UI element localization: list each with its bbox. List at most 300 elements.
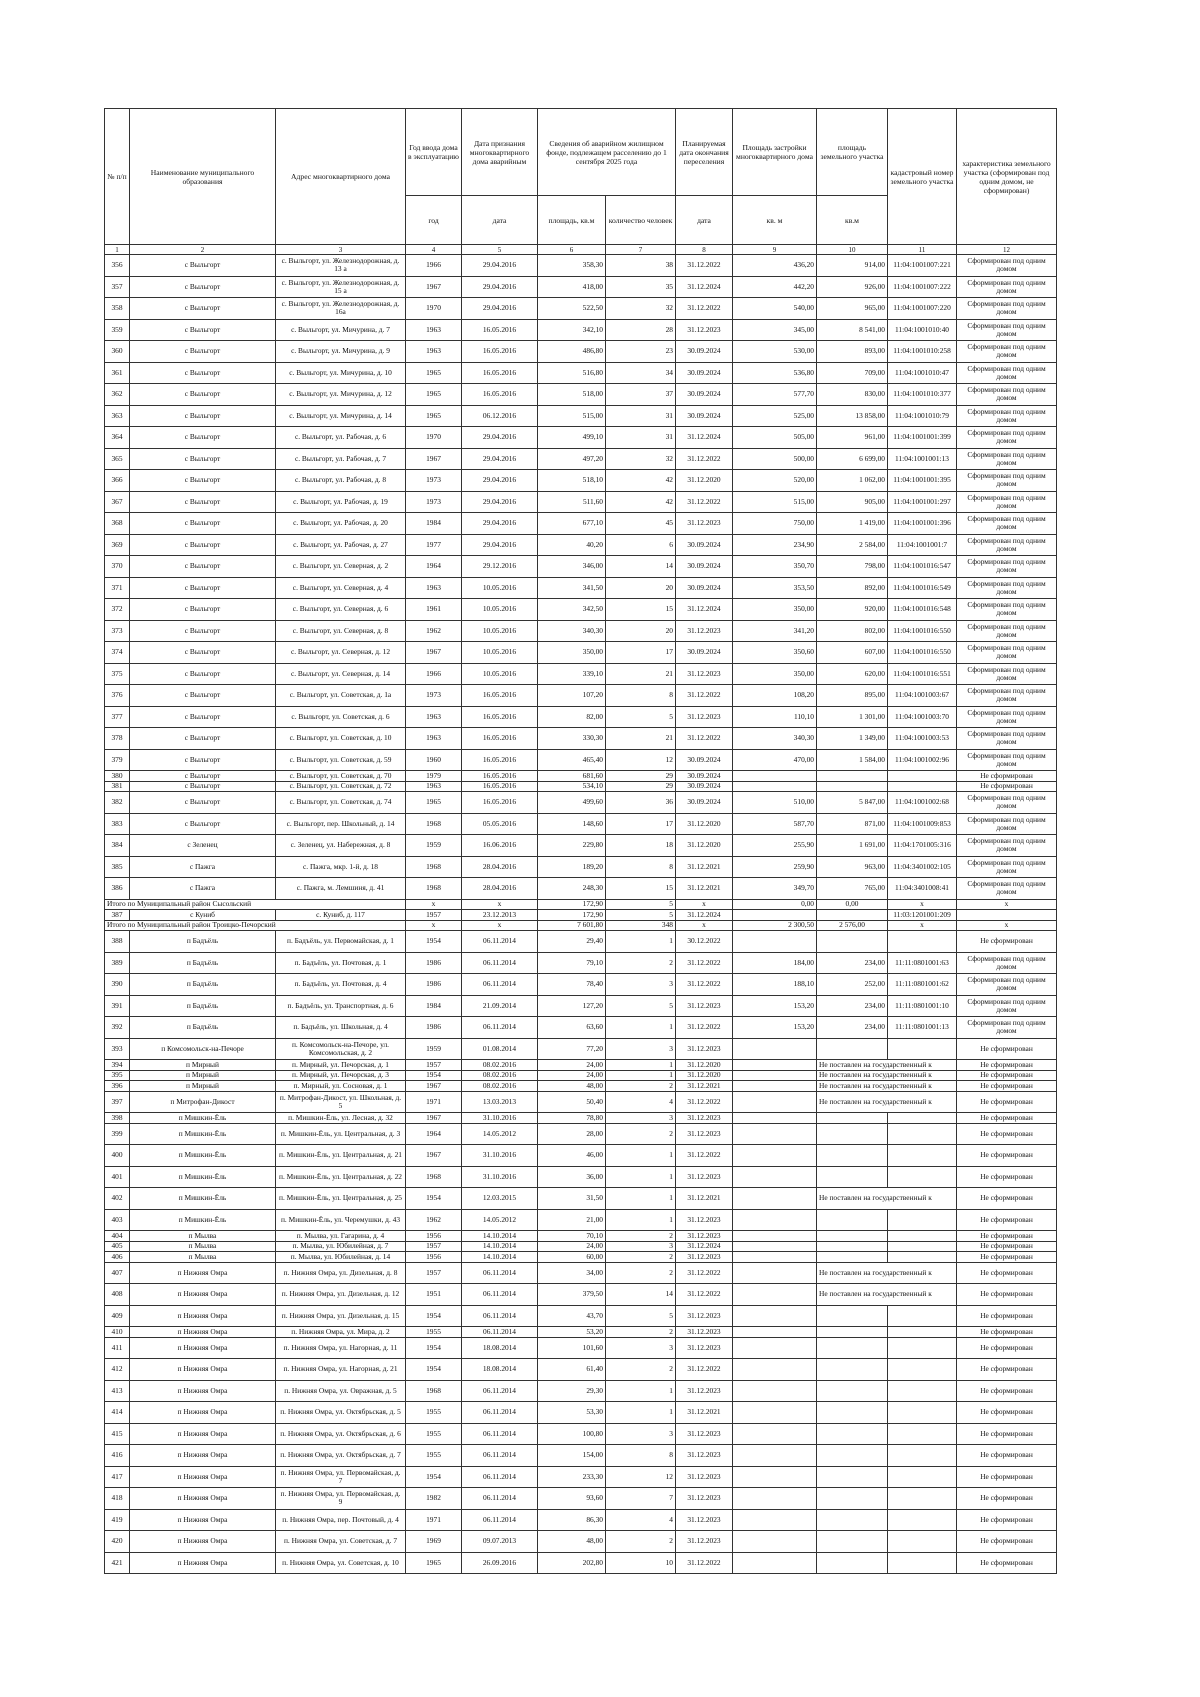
address-cell: с. Выльгорт, ул. Северная, д. 8	[276, 620, 406, 642]
area-cell: 36,00	[538, 1166, 606, 1188]
building-area-cell	[733, 1252, 817, 1263]
land-characteristic-cell: Не сформирован	[957, 771, 1057, 782]
year-cell: 1965	[406, 362, 462, 384]
area-cell: 465,40	[538, 749, 606, 771]
table-row	[105, 1262, 1057, 1284]
municipality-cell: с Выльгорт	[130, 513, 276, 535]
building-area-cell: 510,00	[733, 792, 817, 814]
emergency-date-cell: 29.04.2016	[462, 427, 538, 449]
table-row	[105, 706, 1057, 728]
address-cell: п. Мирный, ул. Сосновая, д. 1	[276, 1081, 406, 1092]
cadastral-cell	[888, 1509, 957, 1531]
land-status-cell: Не поставлен на государственный к	[817, 1060, 957, 1071]
cadastral-cell: 11:04:1001001:395	[888, 470, 957, 492]
address-cell: с. Выльгорт, ул. Рабочая, д. 20	[276, 513, 406, 535]
emergency-date-cell: 14.05.2012	[462, 1123, 538, 1145]
table-row	[105, 1305, 1057, 1327]
col-header-municipality: Наименование муниципального образования	[130, 109, 276, 245]
table-row	[105, 952, 1057, 974]
row-number: 416	[105, 1445, 130, 1467]
emergency-date-cell: 18.08.2014	[462, 1337, 538, 1359]
table-row	[105, 685, 1057, 707]
municipality-cell: п Бадъёль	[130, 1017, 276, 1039]
planned-date-cell: 31.12.2023	[676, 1337, 733, 1359]
land-area-cell: 926,00	[817, 276, 888, 298]
people-cell: 8	[606, 685, 676, 707]
emergency-date-cell: 16.05.2016	[462, 384, 538, 406]
sub-header-sq-m: кв. м	[733, 196, 817, 245]
building-area-cell: 340,30	[733, 728, 817, 750]
address-cell: с. Выльгорт, ул. Железнодорожная, д. 16а	[276, 298, 406, 320]
people-cell: 2	[606, 1262, 676, 1284]
building-area-cell	[733, 1380, 817, 1402]
cadastral-cell: 11:04:1001009:853	[888, 813, 957, 835]
emergency-date-cell: 10.05.2016	[462, 577, 538, 599]
row-number: 400	[105, 1145, 130, 1167]
table-row	[105, 255, 1057, 277]
area-cell: 60,00	[538, 1252, 606, 1263]
people-cell: 2	[606, 1081, 676, 1092]
col-header-land-area: площадь земельного участка	[817, 109, 888, 196]
land-area-cell: 1 419,00	[817, 513, 888, 535]
building-area-cell: 540,00	[733, 298, 817, 320]
area-cell: 46,00	[538, 1145, 606, 1167]
building-area-cell	[733, 1305, 817, 1327]
emergency-date-cell: 16.05.2016	[462, 771, 538, 782]
address-cell: с. Выльгорт, пер. Школьный, д. 14	[276, 813, 406, 835]
building-area-cell: 536,80	[733, 362, 817, 384]
land-characteristic-cell: Не сформирован	[957, 1466, 1057, 1488]
emergency-date-cell: 29.04.2016	[462, 255, 538, 277]
row-number: 357	[105, 276, 130, 298]
emergency-date-cell: 06.11.2014	[462, 1402, 538, 1424]
emergency-date-cell: 16.05.2016	[462, 728, 538, 750]
land-characteristic-cell: Не сформирован	[957, 1252, 1057, 1263]
address-cell: п. Нижняя Омра, ул. Первомайская, д. 9	[276, 1488, 406, 1510]
municipality-cell: с Выльгорт	[130, 771, 276, 782]
planned-date-cell: 31.12.2022	[676, 685, 733, 707]
table-row	[105, 577, 1057, 599]
people-cell: 20	[606, 577, 676, 599]
table-row	[105, 642, 1057, 664]
area-cell: 342,50	[538, 599, 606, 621]
land-characteristic-cell: Не сформирован	[957, 1337, 1057, 1359]
people-cell: 29	[606, 771, 676, 782]
land-characteristic-cell: Не сформирован	[957, 1166, 1057, 1188]
address-cell: п. Мылва, ул. Юбилейная, д. 7	[276, 1241, 406, 1252]
row-number: 397	[105, 1091, 130, 1113]
address-cell: п. Бадъёль, ул. Первомайская, д. 1	[276, 931, 406, 953]
year-cell: 1967	[406, 448, 462, 470]
emergency-date-cell: 18.08.2014	[462, 1359, 538, 1381]
people-cell: 1	[606, 1060, 676, 1071]
land-characteristic-cell: Сформирован под одним домом	[957, 319, 1057, 341]
planned-date-cell: 31.12.2023	[676, 995, 733, 1017]
municipality-cell: с Выльгорт	[130, 319, 276, 341]
address-cell: с. Выльгорт, ул. Мичурина, д. 14	[276, 405, 406, 427]
people-cell: 1	[606, 1070, 676, 1081]
people-cell: 8	[606, 1445, 676, 1467]
municipality-cell: с Выльгорт	[130, 276, 276, 298]
cadastral-cell: x	[888, 899, 957, 910]
municipality-cell: п Нижняя Омра	[130, 1327, 276, 1338]
building-area-cell	[733, 1145, 817, 1167]
municipality-cell: п Бадъёль	[130, 931, 276, 953]
cadastral-cell	[888, 1209, 957, 1231]
year-cell: 1963	[406, 706, 462, 728]
cadastral-cell: 11:04:1001001:13	[888, 448, 957, 470]
emergency-date-cell: 16.05.2016	[462, 319, 538, 341]
cadastral-cell: 11:04:1001010:40	[888, 319, 957, 341]
area-cell: 341,50	[538, 577, 606, 599]
building-area-cell: 153,20	[733, 995, 817, 1017]
area-cell: 29,30	[538, 1380, 606, 1402]
area-cell: 48,00	[538, 1531, 606, 1553]
building-area-cell	[733, 1188, 817, 1210]
building-area-cell: 577,70	[733, 384, 817, 406]
address-cell: с. Выльгорт, ул. Советская, д. 74	[276, 792, 406, 814]
building-area-cell: 530,00	[733, 341, 817, 363]
emergency-date-cell: 16.05.2016	[462, 362, 538, 384]
planned-date-cell: 31.12.2023	[676, 663, 733, 685]
people-cell: 18	[606, 835, 676, 857]
table-row	[105, 663, 1057, 685]
table-row	[105, 1070, 1057, 1081]
cadastral-cell: 11:11:0801001:62	[888, 974, 957, 996]
total-label: Итого по Муниципальный район Сысольский	[105, 899, 406, 910]
address-cell: с. Выльгорт, ул. Рабочая, д. 8	[276, 470, 406, 492]
land-area-cell: 234,00	[817, 1017, 888, 1039]
building-area-cell	[733, 1423, 817, 1445]
col-number: 8	[676, 245, 733, 255]
land-status-cell: Не поставлен на государственный к	[817, 1070, 957, 1081]
cadastral-cell: 11:04:1001010:79	[888, 405, 957, 427]
area-cell: 516,80	[538, 362, 606, 384]
emergency-date-cell: 06.11.2014	[462, 952, 538, 974]
land-area-cell: 2 584,00	[817, 534, 888, 556]
table-row	[105, 910, 1057, 921]
cadastral-cell	[888, 1241, 957, 1252]
land-area-cell: 965,00	[817, 298, 888, 320]
emergency-date-cell: 06.11.2014	[462, 1466, 538, 1488]
building-area-cell	[733, 1091, 817, 1113]
area-cell: 24,00	[538, 1060, 606, 1071]
total-label: Итого по Муниципальный район Троицко-Печорский	[105, 920, 406, 931]
municipality-cell: п Мирный	[130, 1060, 276, 1071]
building-area-cell: 350,70	[733, 556, 817, 578]
address-cell: п. Мылва, ул. Юбилейная, д. 14	[276, 1252, 406, 1263]
building-area-cell: 587,70	[733, 813, 817, 835]
emergency-date-cell: 08.02.2016	[462, 1081, 538, 1092]
building-area-cell: 500,00	[733, 448, 817, 470]
row-number: 396	[105, 1081, 130, 1092]
cadastral-cell	[888, 1531, 957, 1553]
address-cell: п. Нижняя Омра, ул. Октябрьская, д. 6	[276, 1423, 406, 1445]
row-number: 387	[105, 910, 130, 921]
people-cell: 45	[606, 513, 676, 535]
people-cell: 5	[606, 1305, 676, 1327]
address-cell: п. Нижняя Омра, ул. Дизельная, д. 8	[276, 1262, 406, 1284]
table-row	[105, 362, 1057, 384]
area-cell: 233,30	[538, 1466, 606, 1488]
row-number: 421	[105, 1552, 130, 1574]
address-cell: с. Выльгорт, ул. Мичурина, д. 7	[276, 319, 406, 341]
year-cell: 1962	[406, 1209, 462, 1231]
cadastral-cell	[888, 1445, 957, 1467]
row-number: 361	[105, 362, 130, 384]
table-row	[105, 1241, 1057, 1252]
land-characteristic-cell: Сформирован под одним домом	[957, 685, 1057, 707]
year-cell: 1967	[406, 1113, 462, 1124]
municipality-cell: п Комсомольск-на-Печоре	[130, 1038, 276, 1060]
planned-date-cell: 31.12.2023	[676, 1531, 733, 1553]
cadastral-cell	[888, 1305, 957, 1327]
row-number: 417	[105, 1466, 130, 1488]
cadastral-cell	[888, 1380, 957, 1402]
municipality-cell: с Выльгорт	[130, 620, 276, 642]
planned-date-cell: 30.09.2024	[676, 749, 733, 771]
land-characteristic-cell: Не сформирован	[957, 1241, 1057, 1252]
year-cell: 1954	[406, 931, 462, 953]
people-cell: 1	[606, 931, 676, 953]
cadastral-cell: x	[888, 920, 957, 931]
municipality-cell: с Выльгорт	[130, 685, 276, 707]
cadastral-cell: 11:11:0801001:63	[888, 952, 957, 974]
row-number: 385	[105, 856, 130, 878]
planned-date-cell: 31.12.2022	[676, 1262, 733, 1284]
address-cell: п. Нижняя Омра, пер. Почтовый, д. 4	[276, 1509, 406, 1531]
people-cell: 1	[606, 1145, 676, 1167]
area-cell: 486,80	[538, 341, 606, 363]
area-cell: 172,90	[538, 899, 606, 910]
emergency-date-cell: 06.11.2014	[462, 1305, 538, 1327]
people-cell: 3	[606, 1038, 676, 1060]
year-cell: 1957	[406, 1262, 462, 1284]
planned-date-cell: 31.12.2023	[676, 1509, 733, 1531]
planned-date-cell: 30.09.2024	[676, 642, 733, 664]
municipality-cell: с Выльгорт	[130, 491, 276, 513]
land-characteristic-cell: Не сформирован	[957, 1423, 1057, 1445]
people-cell: 1	[606, 1209, 676, 1231]
building-area-cell	[733, 1113, 817, 1124]
sub-header-land-sq-m: кв.м	[817, 196, 888, 245]
emergency-date-cell: 01.08.2014	[462, 1038, 538, 1060]
table-row	[105, 1209, 1057, 1231]
planned-date-cell: 30.09.2024	[676, 577, 733, 599]
land-area-cell: 963,00	[817, 856, 888, 878]
emergency-date-cell: 06.12.2016	[462, 405, 538, 427]
address-cell: п. Комсомольск-на-Печоре, ул. Комсомольская, д. 2	[276, 1038, 406, 1060]
sub-header-people: количество человек	[606, 196, 676, 245]
people-cell: 2	[606, 1123, 676, 1145]
cadastral-cell: 11:04:1001002:68	[888, 792, 957, 814]
planned-date-cell: 31.12.2020	[676, 1070, 733, 1081]
table-row	[105, 728, 1057, 750]
cadastral-cell	[888, 931, 957, 953]
building-area-cell	[733, 771, 817, 782]
emergency-date-cell: 06.11.2014	[462, 1327, 538, 1338]
land-characteristic-cell: Не сформирован	[957, 1488, 1057, 1510]
table-row	[105, 534, 1057, 556]
planned-date-cell: 31.12.2023	[676, 706, 733, 728]
people-cell: 23	[606, 341, 676, 363]
people-cell: 2	[606, 1531, 676, 1553]
emergency-date-cell: 29.04.2016	[462, 534, 538, 556]
area-cell: 78,40	[538, 974, 606, 996]
land-characteristic-cell: Сформирован под одним домом	[957, 878, 1057, 900]
people-cell: 6	[606, 534, 676, 556]
emergency-date-cell: 06.11.2014	[462, 1423, 538, 1445]
table-row	[105, 1359, 1057, 1381]
land-area-cell: 893,00	[817, 341, 888, 363]
emergency-date-cell: 29.04.2016	[462, 448, 538, 470]
year-cell: 1971	[406, 1509, 462, 1531]
area-cell: 511,60	[538, 491, 606, 513]
row-number: 380	[105, 771, 130, 782]
address-cell: с. Выльгорт, ул. Железнодорожная, д. 13 а	[276, 255, 406, 277]
land-area-cell	[817, 1327, 888, 1338]
land-characteristic-cell: Не сформирован	[957, 781, 1057, 792]
year-cell: 1954	[406, 1359, 462, 1381]
municipality-cell: п Мишкин-Ёль	[130, 1145, 276, 1167]
land-characteristic-cell: Сформирован под одним домом	[957, 995, 1057, 1017]
planned-date-cell: 31.12.2022	[676, 1091, 733, 1113]
municipality-cell: п Нижняя Омра	[130, 1445, 276, 1467]
emergency-date-cell: 08.02.2016	[462, 1060, 538, 1071]
emergency-date-cell: 10.05.2016	[462, 620, 538, 642]
land-status-cell: Не поставлен на государственный к	[817, 1284, 957, 1306]
table-row	[105, 599, 1057, 621]
land-area-cell	[817, 1123, 888, 1145]
land-characteristic-cell: Сформирован под одним домом	[957, 556, 1057, 578]
address-cell: с. Выльгорт, ул. Северная, д. 6	[276, 599, 406, 621]
land-characteristic-cell: Сформирован под одним домом	[957, 427, 1057, 449]
year-cell: 1963	[406, 728, 462, 750]
municipality-cell: с Выльгорт	[130, 427, 276, 449]
row-number: 386	[105, 878, 130, 900]
planned-date-cell: 30.09.2024	[676, 362, 733, 384]
people-cell: 1	[606, 1402, 676, 1424]
planned-date-cell: 31.12.2021	[676, 1402, 733, 1424]
land-area-cell: 1 691,00	[817, 835, 888, 857]
building-area-cell	[733, 1123, 817, 1145]
planned-date-cell: 31.12.2023	[676, 319, 733, 341]
land-status-cell: Не поставлен на государственный к	[817, 1262, 957, 1284]
cadastral-cell: 11:04:1001016:550	[888, 642, 957, 664]
address-cell: с. Выльгорт, ул. Советская, д. 6	[276, 706, 406, 728]
land-area-cell: 802,00	[817, 620, 888, 642]
land-area-cell: 871,00	[817, 813, 888, 835]
col-number: 6	[538, 245, 606, 255]
row-number: 389	[105, 952, 130, 974]
emergency-date-cell: 29.12.2016	[462, 556, 538, 578]
table-body	[105, 255, 1057, 1574]
people-cell: 35	[606, 276, 676, 298]
col-header-cadastral-number: кадастровый номер земельного участка	[888, 109, 957, 245]
table-row	[105, 1466, 1057, 1488]
cadastral-cell: 11:04:3401008:41	[888, 878, 957, 900]
row-number: 418	[105, 1488, 130, 1510]
address-cell: п. Бадъёль, ул. Почтовая, д. 4	[276, 974, 406, 996]
land-characteristic-cell: Не сформирован	[957, 1209, 1057, 1231]
year-cell: 1963	[406, 341, 462, 363]
area-cell: 154,00	[538, 1445, 606, 1467]
municipality-cell: п Мылва	[130, 1231, 276, 1242]
address-cell: с. Выльгорт, ул. Северная, д. 2	[276, 556, 406, 578]
municipality-cell: с Куниб	[130, 910, 276, 921]
table-row	[105, 276, 1057, 298]
table-row	[105, 1038, 1057, 1060]
table-row	[105, 341, 1057, 363]
area-cell: 342,10	[538, 319, 606, 341]
row-number: 374	[105, 642, 130, 664]
planned-date-cell: 31.12.2024	[676, 427, 733, 449]
year-cell: 1964	[406, 556, 462, 578]
land-area-cell	[817, 1380, 888, 1402]
year-cell: 1955	[406, 1327, 462, 1338]
col-header-address: Адрес многоквартирного дома	[276, 109, 406, 245]
people-cell: 10	[606, 1552, 676, 1574]
row-number: 409	[105, 1305, 130, 1327]
year-cell: 1966	[406, 663, 462, 685]
address-cell: п. Нижняя Омра, ул. Овражная, д. 5	[276, 1380, 406, 1402]
municipality-cell: п Мишкин-Ёль	[130, 1166, 276, 1188]
land-characteristic-cell: Не сформирован	[957, 1509, 1057, 1531]
address-cell: п. Нижняя Омра, ул. Нагорная, д. 11	[276, 1337, 406, 1359]
building-area-cell: 153,20	[733, 1017, 817, 1039]
building-area-cell	[733, 1337, 817, 1359]
cadastral-cell	[888, 1231, 957, 1242]
year-cell: 1967	[406, 1145, 462, 1167]
address-cell: п. Нижняя Омра, ул. Октябрьская, д. 7	[276, 1445, 406, 1467]
people-cell: 21	[606, 728, 676, 750]
municipality-cell: п Мишкин-Ёль	[130, 1113, 276, 1124]
row-number: 411	[105, 1337, 130, 1359]
address-cell: с. Выльгорт, ул. Советская, д. 10	[276, 728, 406, 750]
cadastral-cell: 11:04:1001003:70	[888, 706, 957, 728]
land-area-cell: 234,00	[817, 952, 888, 974]
land-area-cell	[817, 1423, 888, 1445]
building-area-cell: 525,00	[733, 405, 817, 427]
table-row	[105, 1188, 1057, 1210]
land-area-cell	[817, 1552, 888, 1574]
col-header-building-area: Площадь застройки многоквартирного дома	[733, 109, 817, 196]
col-number: 5	[462, 245, 538, 255]
cadastral-cell: 11:04:1001016:549	[888, 577, 957, 599]
cadastral-cell: 11:04:1001016:550	[888, 620, 957, 642]
col-number: 2	[130, 245, 276, 255]
year-cell: 1965	[406, 1552, 462, 1574]
col-header-emergency-date: Дата признания многоквартирного дома аварийным	[462, 109, 538, 196]
address-cell: п. Нижняя Омра, ул. Первомайская, д. 7	[276, 1466, 406, 1488]
area-cell: 515,00	[538, 405, 606, 427]
land-characteristic-cell	[957, 910, 1057, 921]
row-number: 358	[105, 298, 130, 320]
land-characteristic-cell: Не сформирован	[957, 1188, 1057, 1210]
address-cell: п. Нижняя Омра, ул. Дизельная, д. 15	[276, 1305, 406, 1327]
cadastral-cell	[888, 771, 957, 782]
planned-date-cell: 31.12.2024	[676, 276, 733, 298]
land-characteristic-cell: Сформирован под одним домом	[957, 513, 1057, 535]
table-row	[105, 448, 1057, 470]
emergency-date-cell: 09.07.2013	[462, 1531, 538, 1553]
col-header-planned-date: Планируемая дата окончания переселения	[676, 109, 733, 196]
municipality-cell: п Мирный	[130, 1081, 276, 1092]
area-cell: 330,30	[538, 728, 606, 750]
address-cell: п. Бадъёль, ул. Транспортная, д. 6	[276, 995, 406, 1017]
row-number: 360	[105, 341, 130, 363]
cadastral-cell: 11:04:1001016:548	[888, 599, 957, 621]
